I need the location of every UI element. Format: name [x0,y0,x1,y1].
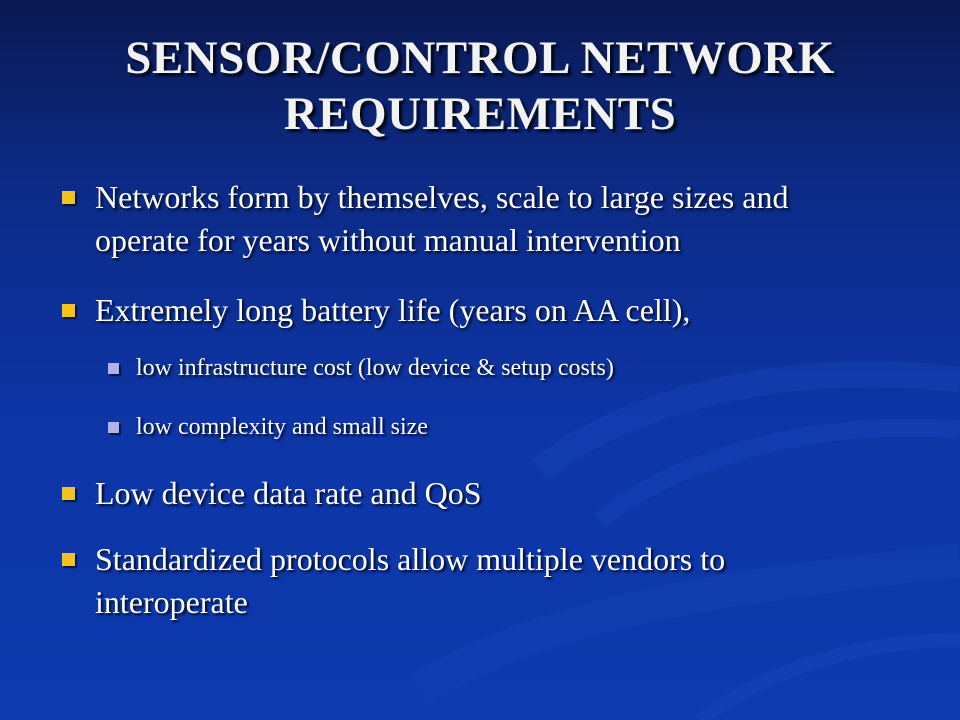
square-bullet-icon [62,487,75,500]
sub-bullet-item-infrastructure-cost [136,353,896,383]
bullet-item-standardized-protocols [95,538,915,624]
bullet-text-line: Standardized protocols allow multiple vendors to [95,541,726,577]
square-bullet-icon [62,553,75,566]
bullet-text-line: operate for years without manual intervention [95,222,681,258]
sub-bullet-item-complexity [136,412,896,442]
square-bullet-icon [62,191,75,204]
bullet-item-networks [95,176,915,262]
slide-title-line-1: SENSOR/CONTROL NETWORK [125,32,835,84]
bullet-item-battery-life [95,289,915,332]
bullet-text-line: Extremely long battery life (years on AA cell), [95,292,691,328]
bullet-item-data-rate [95,472,915,515]
square-sub-bullet-icon [108,363,119,374]
square-sub-bullet-icon [108,422,119,433]
slide-title-line-2: REQUIREMENTS [283,88,677,140]
sub-bullet-text-line: low complexity and small size [136,414,428,440]
square-bullet-icon [62,304,75,317]
bullet-text-line: interoperate [95,584,248,620]
bullet-text-line: Low device data rate and QoS [95,475,482,511]
bullet-text-line: Networks form by themselves, scale to large sizes and [95,179,789,215]
slide-title [40,30,920,142]
sub-bullet-text-line: low infrastructure cost (low device & setup costs) [136,355,614,381]
